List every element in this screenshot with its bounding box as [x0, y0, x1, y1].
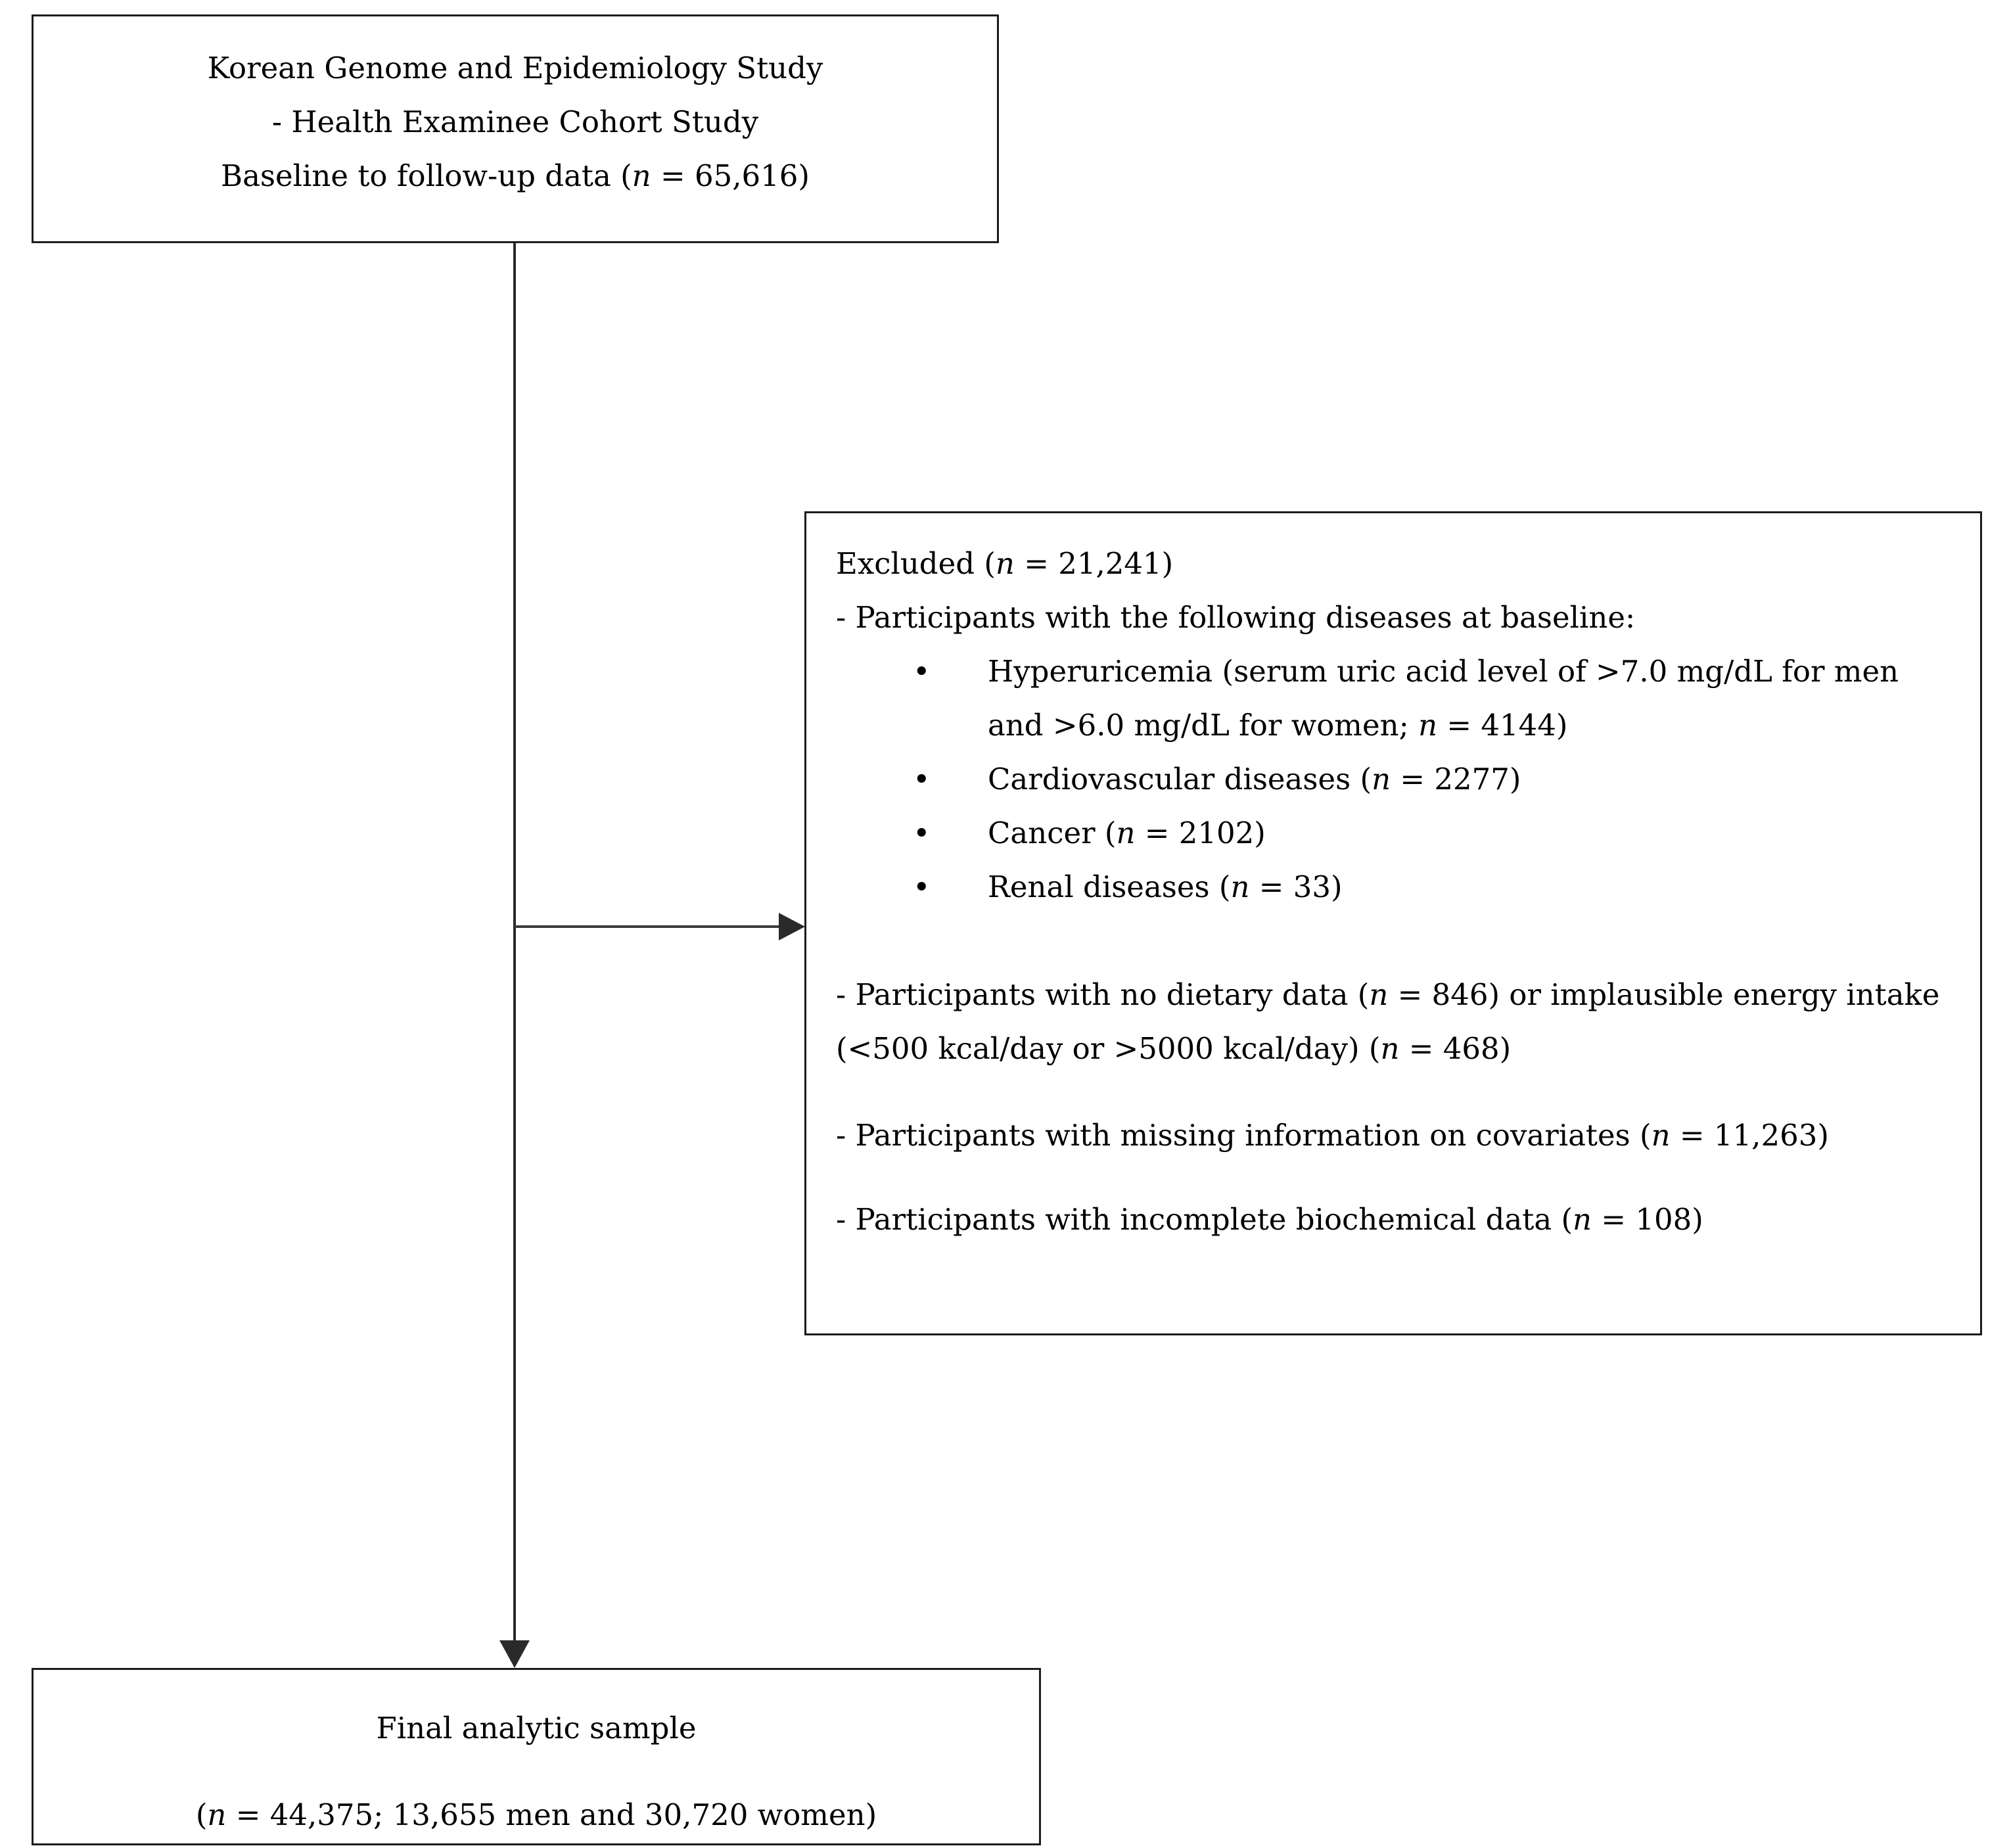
excluded-bullet-list: [836, 645, 1951, 914]
bullet-item-renal: • Renal diseases (n = 33): [913, 860, 1951, 914]
excluded-paragraph-covariates: - Participants with missing information on covariates (n = 11,263): [836, 1118, 1829, 1153]
final-sample-title: Final analytic sample: [376, 1711, 697, 1745]
cohort-box-line-3: Baseline to follow-up data (n = 65,616): [221, 158, 810, 193]
bullet-item-cardiovascular: • Cardiovascular diseases (n = 2277): [913, 752, 1951, 806]
cohort-box-line-1: Korean Genome and Epidemiology Study: [207, 51, 823, 85]
excluded-box: [804, 511, 1982, 1335]
arrowhead-down-icon: [499, 1640, 530, 1668]
final-sample-count: (n = 44,375; 13,655 men and 30,720 women): [195, 1797, 877, 1832]
cohort-box: [32, 14, 999, 243]
bullet-item-hyperuricemia: • Hyperuricemia (serum uric acid level of >7.0 mg/dL for men and >6.0 mg/dL for women; n = 4144): [913, 645, 1951, 752]
excluded-title: Excluded (n = 21,241): [836, 546, 1174, 581]
flow-connector-vertical: [513, 243, 516, 1642]
final-sample-box: [32, 1668, 1041, 1845]
flow-connector-horizontal: [515, 925, 779, 928]
arrowhead-right-icon: [779, 913, 805, 940]
excluded-paragraph-biochemical: - Participants with incomplete biochemical data (n = 108): [836, 1202, 1703, 1237]
excluded-paragraph-dietary: - Participants with no dietary data (n = 846) or implausible energy intake (<500 kcal/day or >5000 kcal/day) (n = 468): [836, 977, 1940, 1066]
excluded-diseases-heading: - Participants with the following diseases at baseline:: [836, 600, 1636, 635]
bullet-item-cancer: • Cancer (n = 2102): [913, 806, 1951, 860]
cohort-box-line-2: - Health Examinee Cohort Study: [271, 104, 759, 139]
